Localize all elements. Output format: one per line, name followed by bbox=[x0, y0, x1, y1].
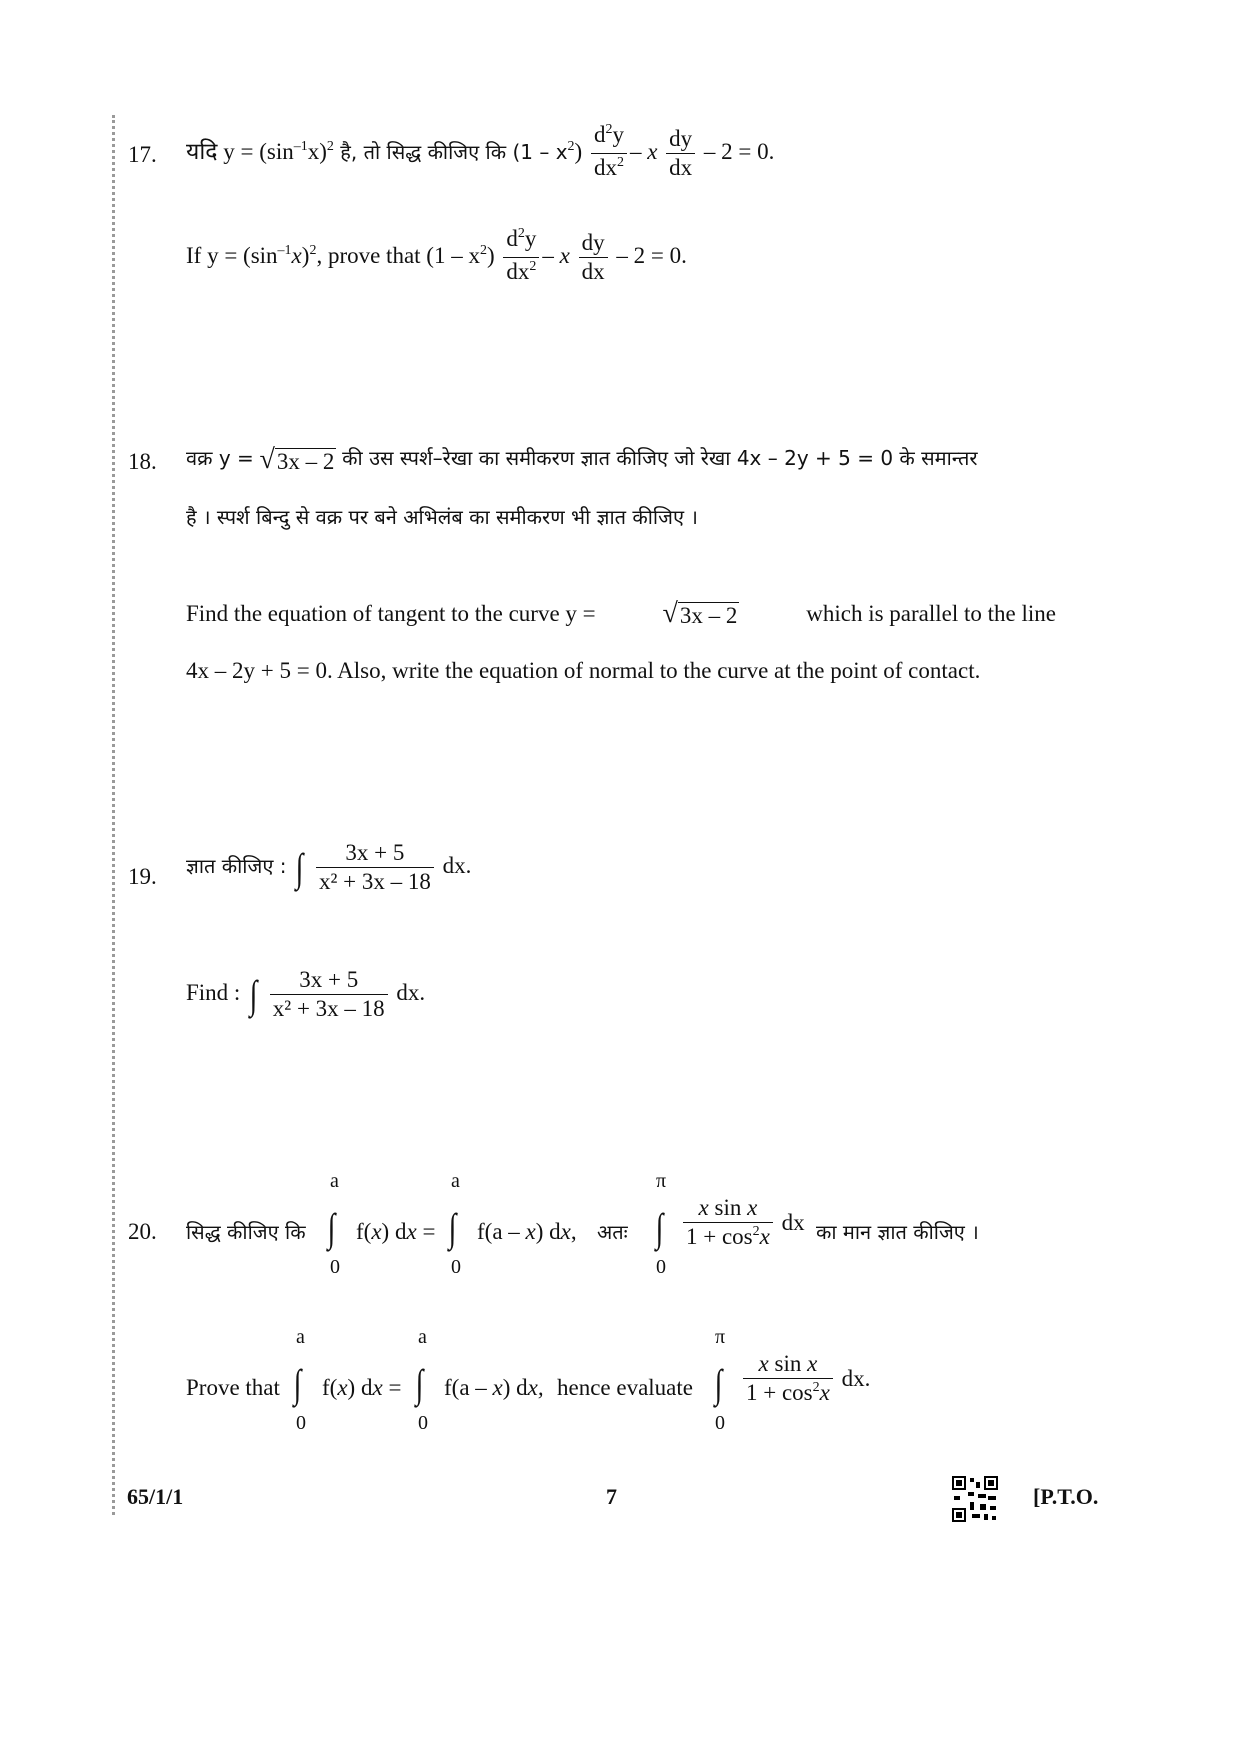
q18-english-suffix: which is parallel to the line bbox=[806, 601, 1056, 626]
q20-e-int2-sign: ∫ bbox=[415, 1361, 424, 1406]
q17-hindi-tail: – 2 = 0. bbox=[698, 138, 775, 164]
q18-hindi-line2: है । स्पर्श बिन्दु से वक्र पर बने अभिलंब का समीकरण भी ज्ञात कीजिए । bbox=[186, 505, 698, 529]
q17-hindi-after: है, तो सिद्ध कीजिए कि (1 – x bbox=[333, 139, 568, 164]
q19-english-expr bbox=[186, 967, 425, 1022]
q19-hindi-expr bbox=[186, 840, 471, 895]
q20-e-int2-upper: a bbox=[418, 1326, 427, 1348]
q19-hindi-tail: dx. bbox=[442, 852, 472, 878]
q17-hindi-mid: x) bbox=[307, 138, 327, 164]
q20-number: 20. bbox=[128, 1219, 157, 1244]
q17-english-d2y-frac: $\frac{d^2y}{dx^2}$ bbox=[503, 226, 539, 289]
q17-hindi-prefix: यदि y = (sin bbox=[186, 138, 294, 164]
q20-h-hence: अतः bbox=[597, 1220, 628, 1244]
q20-e-int1-upper: a bbox=[296, 1326, 305, 1348]
q20-h-int1-upper: a bbox=[330, 1170, 339, 1192]
q19-english-prefix: Find : bbox=[186, 979, 241, 1005]
q20-h-int3-lower: 0 bbox=[656, 1256, 666, 1278]
q20-hindi-prefix: सिद्ध कीजिए कि bbox=[186, 1220, 306, 1244]
q18-english-line2: 4x – 2y + 5 = 0. Also, write the equation of normal to the curve at the point of contact. bbox=[186, 658, 981, 683]
q19-hindi-prefix: ज्ञात कीजिए : bbox=[186, 853, 287, 878]
q18-hindi-prefix: वक्र y = bbox=[186, 446, 254, 470]
q20-e-int3-sign: ∫ bbox=[714, 1361, 723, 1406]
q20-h-int2-upper: a bbox=[451, 1170, 460, 1192]
q17-english-prefix: If y = (sin bbox=[186, 242, 278, 268]
q20-h-int3-upper: π bbox=[656, 1170, 667, 1192]
q18-number: 18. bbox=[128, 449, 157, 474]
q20-e-int1-sign: ∫ bbox=[293, 1361, 302, 1406]
q19-hindi-fraction: $\frac{3x + 5}{\text{x² + 3x – 18}}$ bbox=[316, 840, 434, 895]
qr-code-icon bbox=[952, 1476, 998, 1522]
q20-e-int1-lower: 0 bbox=[296, 1412, 306, 1434]
q20-h-int2-lower: 0 bbox=[451, 1256, 461, 1278]
q17-english-tail: – 2 = 0. bbox=[610, 242, 687, 268]
q19-number: 19. bbox=[128, 864, 157, 889]
footer-code: 65/1/1 bbox=[127, 1484, 184, 1509]
q20-e-rhs: f(a – x) dx, bbox=[444, 1375, 544, 1400]
footer-page-number: 7 bbox=[606, 1484, 617, 1509]
q18-english-prefix: Find the equation of tangent to the curve y = bbox=[186, 601, 596, 626]
q18-english-line1 bbox=[186, 599, 1056, 629]
q20-h-tail: dx bbox=[781, 1209, 805, 1235]
q20-hindi-suffix: का मान ज्ञात कीजिए । bbox=[816, 1220, 979, 1244]
q18-hindi-suffix: की उस स्पर्श–रेखा का समीकरण ज्ञात कीजिए जो रेखा 4x – 2y + 5 = 0 के समान्तर bbox=[342, 446, 978, 470]
q20-english-hence: hence evaluate bbox=[557, 1375, 693, 1400]
q19-hindi-integral-sign: ∫ bbox=[295, 844, 304, 890]
q17-english-after: , prove that (1 – x bbox=[316, 242, 480, 268]
q18-hindi-line1 bbox=[186, 443, 978, 475]
q20-h-lhs: f(x) dx = bbox=[356, 1219, 436, 1244]
q17-hindi-text: यदि $y = (\sin^{-1}x)^2$ है, तो सिद्ध कीजिए कि $(1 - x^2)$ $\frac{d^2y}{dx^2}$ – x $\frac{dy}{dx}$ – 2 = 0. bbox=[186, 122, 774, 185]
q19-english-integral-sign: ∫ bbox=[249, 971, 258, 1017]
q20-english-prefix: Prove that bbox=[186, 1375, 280, 1400]
q20-e-fraction: $\frac{\text{x sin x}}{1 + \cos^2x}$ dx. bbox=[740, 1351, 870, 1410]
q17-number: 17. bbox=[128, 142, 157, 167]
q20-e-tail: dx. bbox=[841, 1365, 871, 1391]
q19-english-fraction: $\frac{3x + 5}{\text{x² + 3x – 18}}$ bbox=[270, 967, 388, 1022]
q20-h-int1-sign: ∫ bbox=[327, 1205, 336, 1250]
footer-pto: [P.T.O. bbox=[1033, 1484, 1099, 1509]
q20-e-lhs: f(x) dx = bbox=[322, 1375, 402, 1400]
q20-h-int1-lower: 0 bbox=[330, 1256, 340, 1278]
q20-e-int3-lower: 0 bbox=[715, 1412, 725, 1434]
q18-english-sqrt: √ 3x – 2 bbox=[662, 598, 738, 629]
q17-hindi-dy-frac: $\frac{dy}{dx}$ bbox=[666, 126, 695, 181]
q18-hindi-sqrt: √ 3x – 2 bbox=[259, 443, 335, 475]
q17-english-dy-frac: $\frac{dy}{dx}$ bbox=[579, 230, 608, 285]
q20-h-int3-sign: ∫ bbox=[655, 1205, 664, 1250]
q20-h-rhs: f(a – x) dx, bbox=[477, 1219, 577, 1244]
q20-h-fraction: $\frac{\text{x sin x}}{1 + \cos^2x}$ dx bbox=[680, 1195, 805, 1254]
q20-h-int2-sign: ∫ bbox=[448, 1205, 457, 1250]
q20-e-int3-upper: π bbox=[715, 1326, 726, 1348]
margin-dotted-line bbox=[112, 115, 115, 1515]
q17-english-text: If $y = (\sin^{-1}x)^2$, prove that $(1 - x^2)$ $\frac{d^2y}{dx^2}$ – x $\frac{dy}{dx}$ – 2 = 0. bbox=[186, 226, 687, 289]
q20-e-int2-lower: 0 bbox=[418, 1412, 428, 1434]
q19-english-tail: dx. bbox=[396, 979, 426, 1005]
q17-hindi-d2y-frac: $\frac{d^2y}{dx^2}$ bbox=[591, 122, 627, 185]
